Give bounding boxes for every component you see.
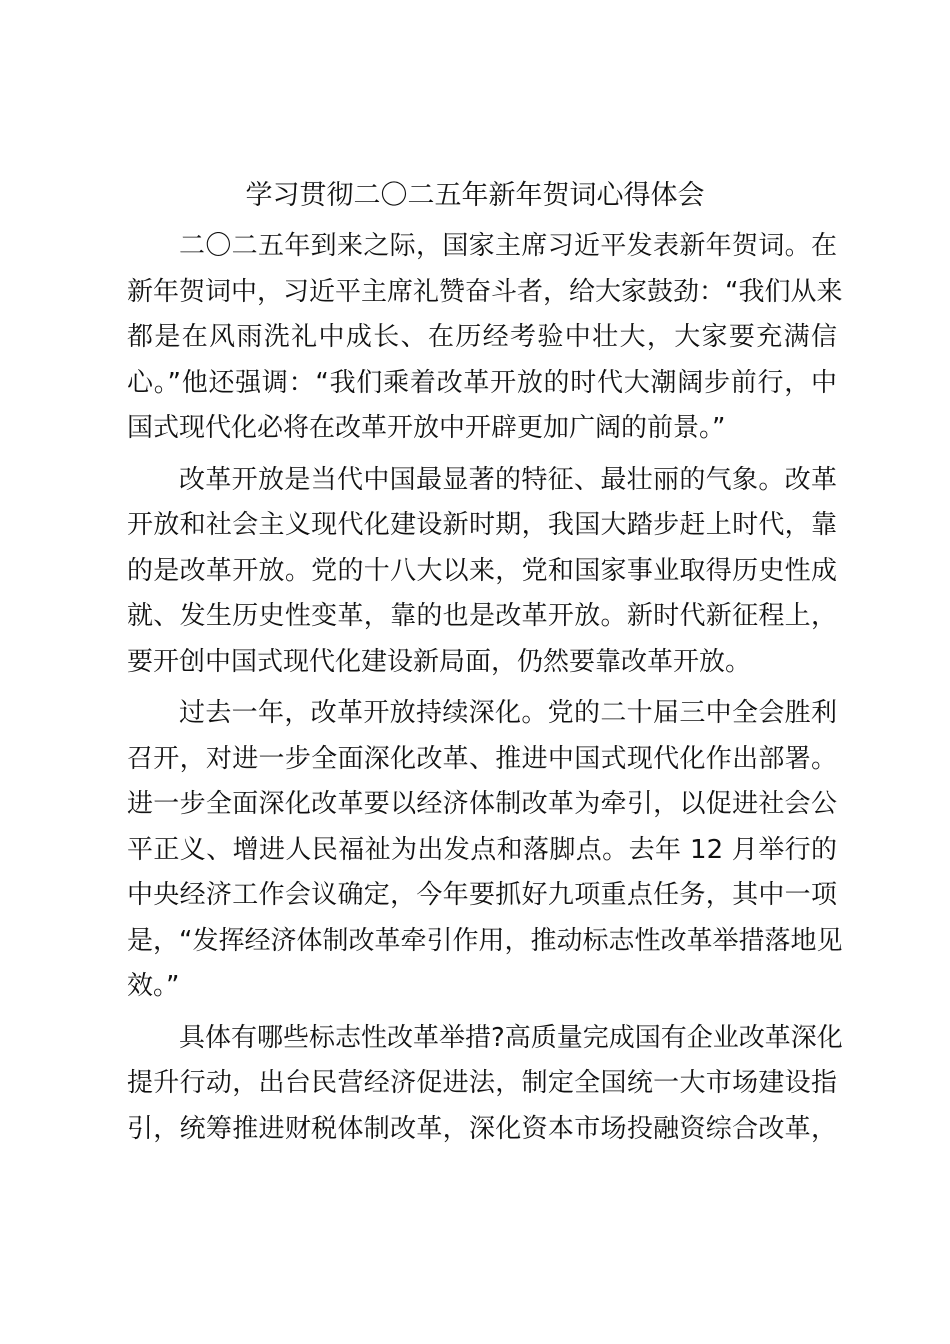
paragraph-line: 效。” [127, 971, 180, 1001]
paragraph-line: 进一步全面深化改革要以经济体制改革为牵引，以促进社会公 [127, 789, 837, 819]
paragraph-line: 中央经济工作会议确定，今年要抓好九项重点任务，其中一项 [127, 880, 837, 910]
paragraph-line: 改革开放是当代中国最显著的特征、最壮丽的气象。改革 [179, 464, 837, 495]
paragraph-line: 引，统筹推进财税体制改革，深化资本市场投融资综合改革， [127, 1113, 837, 1144]
paragraph-line: 具体有哪些标志性改革举措?高质量完成国有企业改革深化 [179, 1022, 843, 1053]
paragraph [127, 691, 843, 1010]
paragraph-line: 开放和社会主义现代化建设新时期，我国大踏步赶上时代，靠 [127, 510, 837, 540]
paragraph-line: 是，“发挥经济体制改革牵引作用，推动标志性改革举措落地见 [127, 925, 843, 956]
document-title: 学习贯彻二〇二五年新年贺词心得体会 [245, 180, 705, 211]
document-body [127, 224, 843, 1158]
paragraph-line: 心。”他还强调：“我们乘着改革开放的时代大潮阔步前行，中 [127, 367, 837, 398]
paragraph-line: 就、发生历史性变革，靠的也是改革开放。新时代新征程上， [127, 601, 837, 631]
paragraph-line: 平正义、增进人民福祉为出发点和落脚点。去年 12 月举行的 [127, 834, 837, 865]
paragraph-line: 的是改革开放。党的十八大以来，党和国家事业取得历史性成 [127, 555, 837, 586]
paragraph-line: 都是在风雨洗礼中成长、在历经考验中壮大，大家要充满信 [127, 322, 837, 352]
paragraph-line: 提升行动，出台民营经济促进法，制定全国统一大市场建设指 [127, 1068, 837, 1098]
paragraph-line: 召开，对进一步全面深化改革、推进中国式现代化作出部署。 [127, 743, 837, 774]
paragraph-line: 过去一年，改革开放持续深化。党的二十届三中全会胜利 [179, 698, 837, 728]
paragraph [127, 458, 837, 686]
paragraph-line: 新年贺词中，习近平主席礼赞奋斗者，给大家鼓劲：“我们从来 [127, 276, 843, 307]
paragraph-line: 二〇二五年到来之际，国家主席习近平发表新年贺词。在 [179, 231, 837, 261]
paragraph-line: 国式现代化必将在改革开放中开辟更加广阔的前景。” [127, 413, 726, 443]
paragraph-line: 要开创中国式现代化建设新局面，仍然要靠改革开放。 [127, 646, 752, 677]
paragraph [127, 224, 843, 452]
paragraph [127, 1016, 843, 1153]
